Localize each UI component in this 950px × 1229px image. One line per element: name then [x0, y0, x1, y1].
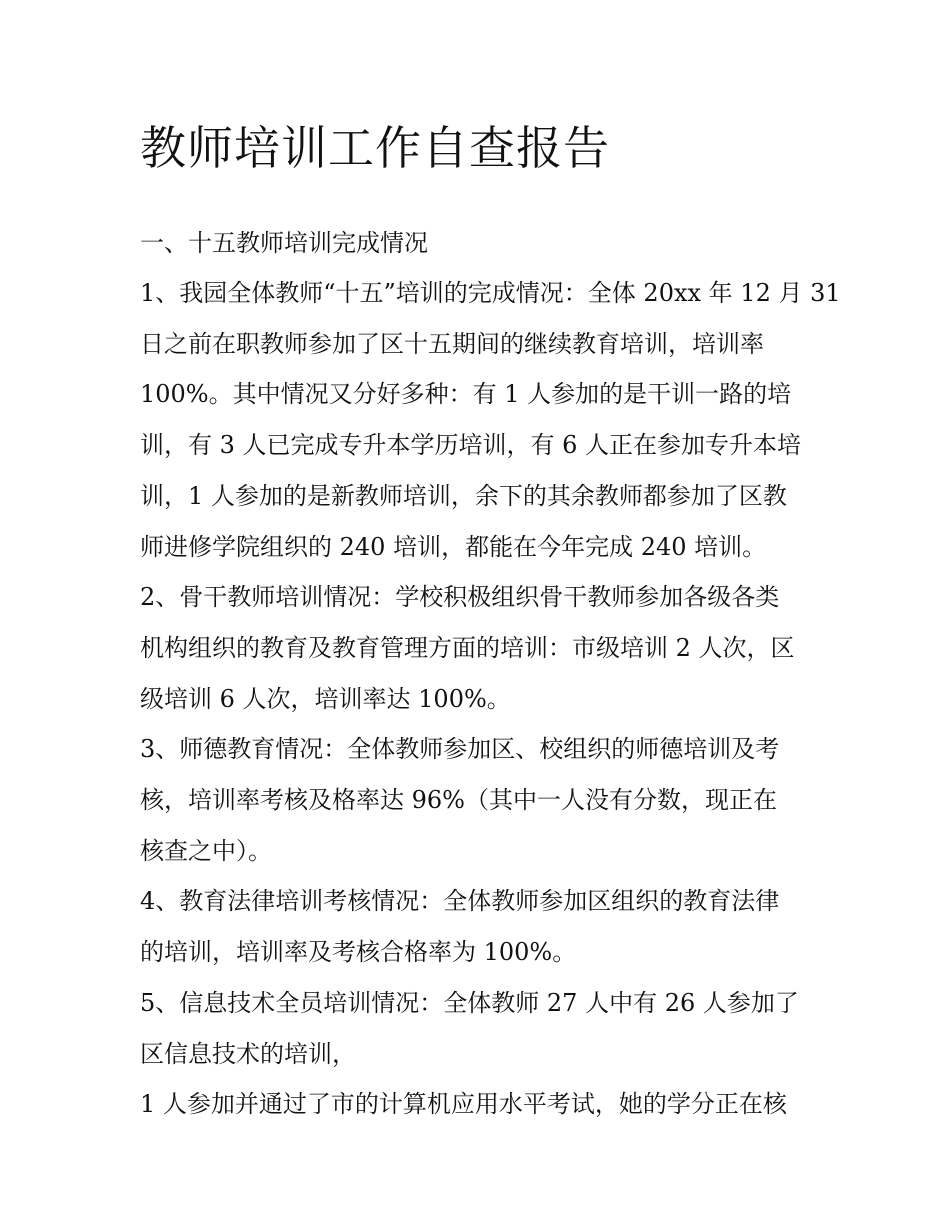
paragraph-item-2-key-teachers	[140, 572, 812, 724]
paragraph-continuation	[140, 1079, 812, 1130]
paragraph-line: 4、教育法律培训考核情况：全体教师参加区组织的教育法律	[140, 887, 780, 916]
paragraph-line: 100%。其中情况又分好多种：有 1 人参加的是干训一路的培	[140, 380, 792, 409]
paragraph-item-3-ethics	[140, 724, 812, 876]
paragraph-line: 核，培训率考核及格率达 96%（其中一人没有分数，现正在	[140, 786, 777, 815]
paragraph-line: 3、师德教育情况：全体教师参加区、校组织的师德培训及考	[140, 735, 780, 764]
paragraph-line: 级培训 6 人次，培训率达 100%。	[140, 684, 511, 713]
section-heading: 一、十五教师培训完成情况	[140, 229, 428, 257]
paragraph-line: 1、我园全体教师“十五”培训的完成情况：全体 20xx 年 12 月 31	[140, 279, 841, 307]
paragraph-item-4-law	[140, 876, 812, 977]
paragraph-item-5-it	[140, 978, 812, 1079]
paragraph-line: 的培训，培训率及考核合格率为 100%。	[140, 938, 577, 967]
paragraph-line: 训，1 人参加的是新教师培训，余下的其余教师都参加了区教	[140, 481, 787, 510]
paragraph-line: 日之前在职教师参加了区十五期间的继续教育培训，培训率	[140, 329, 764, 358]
paragraph-line: 核查之中）。	[140, 836, 272, 865]
paragraph-line: 2、骨干教师培训情况：学校积极组织骨干教师参加各级各类	[140, 583, 780, 612]
paragraph-line: 训，有 3 人已完成专升本学历培训，有 6 人正在参加专升本培	[140, 431, 802, 460]
paragraph-line: 机构组织的教育及教育管理方面的培训：市级培训 2 人次，区	[140, 633, 795, 662]
paragraph-line: 区信息技术的培训，	[140, 1039, 356, 1068]
paragraph-line: 师进修学院组织的 240 培训，都能在今年完成 240 培训。	[140, 532, 767, 561]
document-title: 教师培训工作自查报告	[140, 121, 610, 175]
document-body	[140, 118, 841, 1130]
paragraph-item-1-completion	[140, 268, 841, 572]
paragraph-line: 5、信息技术全员培训情况：全体教师 27 人中有 26 人参加了	[140, 988, 799, 1017]
paragraph-line: 1 人参加并通过了市的计算机应用水平考试，她的学分正在核	[140, 1090, 787, 1119]
